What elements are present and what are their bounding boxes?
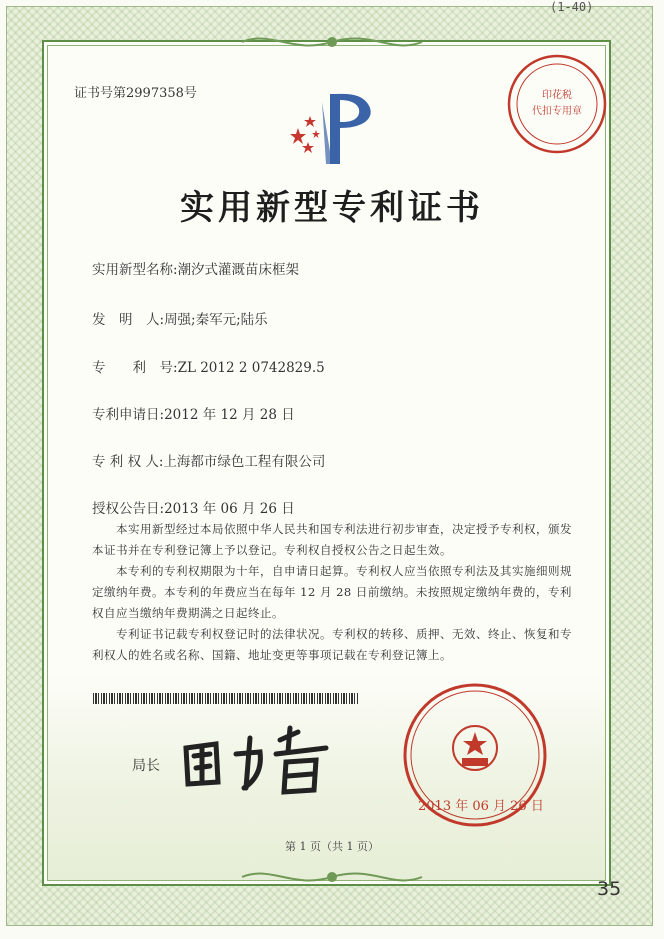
page-number: 第 1 页（共 1 页） — [285, 840, 379, 853]
director-signature — [176, 718, 346, 802]
bottom-ornament — [232, 865, 432, 889]
patentee-row — [92, 450, 325, 470]
application-date-value: 2012 年 12 月 28 日 — [164, 407, 295, 423]
paragraph-1: 本实用新型经过本局依照中华人民共和国专利法进行初步审查，决定授予专利权，颁发本证书并在专利登记簿上予以登记。专利权自授权公告之日起生效。 — [92, 522, 572, 557]
svg-text:代扣专用章: 代扣专用章 — [532, 106, 582, 117]
utility-model-name-value: 潮汐式灌溉苗床框架 — [177, 262, 300, 278]
patent-number-value: ZL 2012 2 0742829.5 — [177, 360, 325, 376]
tax-stamp — [505, 52, 609, 156]
svg-text:印花税: 印花税 — [542, 90, 572, 101]
application-date-label: 专利申请日: — [92, 407, 165, 423]
barcode — [93, 693, 358, 704]
seal-date: 2013 年 06 月 26 日 — [418, 799, 544, 814]
cnipa-logo — [286, 88, 382, 170]
paragraph-3: 专利证书记载专利权登记时的法律状况。专利权的转移、质押、无效、终止、恢复和专利权人的姓名或名称、国籍、地址变更等事项记载在专利登记簿上。 — [92, 627, 572, 662]
certificate-number: 证书号第2997358号 — [74, 86, 197, 101]
top-ornament — [232, 30, 432, 54]
patent-number-label: 专 利 号: — [92, 360, 178, 376]
inventor-value: 周强;秦军元;陆乐 — [164, 312, 268, 328]
utility-model-name-label: 实用新型名称: — [92, 262, 178, 278]
grant-date-label: 授权公告日: — [92, 501, 165, 517]
director-label: 局长 — [132, 758, 160, 774]
paragraph-2: 本专利的专利权期限为十年，自申请日起算。专利权人应当依照专利法及其实施细则规定缴纳年费。本专利的年费应当在每年 12 月 28 日前缴纳。未按照规定缴纳年费的，专利权自应当缴纳年费期满之日起终止。 — [92, 564, 572, 620]
inventor-row — [92, 308, 268, 328]
grant-date-row — [92, 497, 295, 517]
handwritten-top-note: (1-40) — [550, 0, 594, 14]
patentee-label: 专 利 权 人: — [92, 454, 164, 470]
application-date-row — [92, 403, 295, 423]
patent-number-row — [92, 356, 325, 376]
patentee-value: 上海都市绿色工程有限公司 — [163, 454, 326, 470]
handwritten-page-number: 35 — [597, 878, 622, 900]
grant-date-value: 2013 年 06 月 26 日 — [164, 501, 295, 517]
certificate-title: 实用新型专利证书 — [180, 188, 484, 228]
utility-model-name-row — [92, 258, 299, 278]
inventor-label: 发 明 人: — [92, 312, 165, 328]
